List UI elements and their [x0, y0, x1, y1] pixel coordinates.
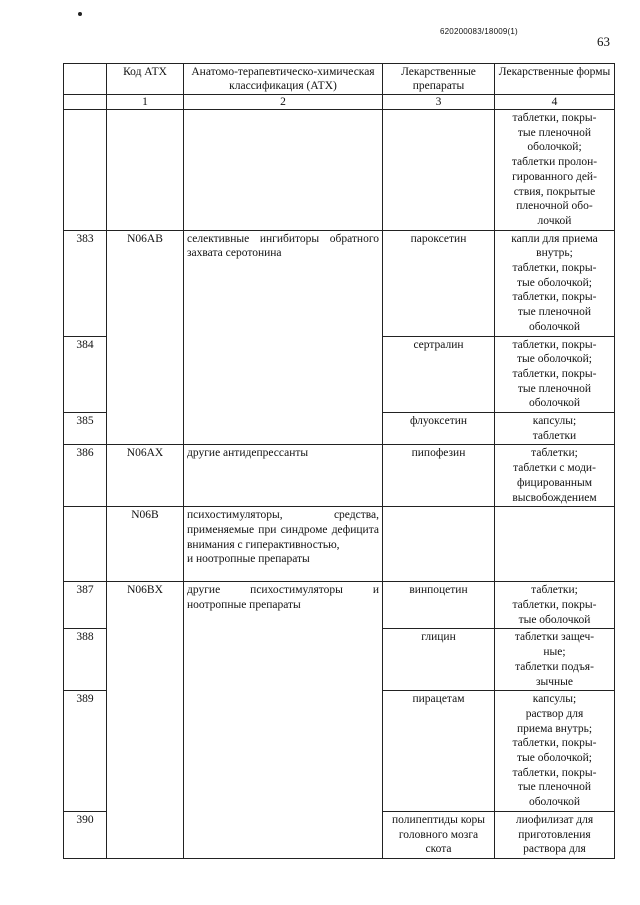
drug-name-cell: пароксетин: [383, 230, 495, 336]
index-cell: 1: [107, 95, 184, 110]
drug-name-cell: сертралин: [383, 336, 495, 413]
row-number: 389: [64, 691, 107, 812]
row-number: 390: [64, 811, 107, 858]
scan-dot: [78, 12, 82, 16]
atx-code-cell: N06AB: [107, 230, 184, 336]
drug-name-cell: винпоцетин: [383, 582, 495, 629]
dosage-form-cell: капсулы; таблетки: [495, 413, 615, 445]
table-row: [64, 507, 615, 582]
row-number: 386: [64, 445, 107, 507]
drug-name-cell: полипептиды коры головного мозга скота: [383, 811, 495, 858]
index-cell: 3: [383, 95, 495, 110]
table-row: [64, 445, 615, 507]
index-cell: 2: [184, 95, 383, 110]
header-classification: Анатомо-терапевтическо-химическая классификация (АТХ): [184, 64, 383, 95]
dosage-form-cell: таблетки защеч- ные; таблетки подъя- зычные: [495, 629, 615, 691]
column-index-row: [64, 95, 615, 110]
dosage-form-cell: [495, 507, 615, 582]
drug-name-cell: пипофезин: [383, 445, 495, 507]
row-number: 383: [64, 230, 107, 336]
row-number: 387: [64, 582, 107, 629]
classification-cell: другие антидепрессанты: [184, 445, 383, 507]
dosage-form-cell: таблетки, покры- тые пленочной оболочкой; таблетки пролон- гированного дей- ствия, покрытые пленочной обо- лочкой: [495, 110, 615, 231]
table-row: [64, 110, 615, 231]
table-row: [64, 413, 615, 445]
row-number: 384: [64, 336, 107, 413]
document-id: 620200083/18009(1): [440, 27, 518, 36]
header-forms: Лекарственные формы: [495, 64, 615, 95]
dosage-form-cell: капли для приема внутрь; таблетки, покры- тые оболочкой; таблетки, покры- тые пленочной оболочкой: [495, 230, 615, 336]
drug-name-cell: [383, 507, 495, 582]
row-number: [64, 507, 107, 582]
atx-code-cell: N06AX: [107, 445, 184, 507]
drug-name-cell: флуоксетин: [383, 413, 495, 445]
atx-drug-table: [63, 63, 615, 859]
atx-code-cell: N06BX: [107, 582, 184, 629]
dosage-form-cell: таблетки; таблетки с моди- фицированным высвобождением: [495, 445, 615, 507]
index-cell: 4: [495, 95, 615, 110]
row-number: 388: [64, 629, 107, 691]
header-atx-code: Код АТХ: [107, 64, 184, 95]
table-row: [64, 582, 615, 629]
classification-cell: психостимуляторы, средства, применяемые при синдроме дефицита внимания с гиперактивностью, и ноотропные препараты: [184, 507, 383, 582]
dosage-form-cell: таблетки; таблетки, покры- тые оболочкой: [495, 582, 615, 629]
table-row: [64, 230, 615, 336]
table-row: [64, 691, 615, 812]
header-num: [64, 64, 107, 95]
page-number: 63: [597, 34, 610, 49]
atx-code-cell: N06B: [107, 507, 184, 582]
drug-name-cell: пирацетам: [383, 691, 495, 812]
row-number: 385: [64, 413, 107, 445]
dosage-form-cell: таблетки, покры- тые оболочкой; таблетки, покры- тые пленочной оболочкой: [495, 336, 615, 413]
table-row: [64, 336, 615, 413]
index-cell: [64, 95, 107, 110]
table-header-row: [64, 64, 615, 95]
table-row: [64, 629, 615, 691]
classification-cell: селективные ингибиторы обратного захвата серотонина: [184, 230, 383, 336]
classification-cell: другие психостимуляторы и ноотропные препараты: [184, 582, 383, 629]
dosage-form-cell: лиофилизат для приготовления раствора для: [495, 811, 615, 858]
table-row: [64, 811, 615, 858]
dosage-form-cell: капсулы; раствор для приема внутрь; таблетки, покры- тые оболочкой; таблетки, покры- тые пленочной оболочкой: [495, 691, 615, 812]
drug-name-cell: глицин: [383, 629, 495, 691]
header-drugs: Лекарственные препараты: [383, 64, 495, 95]
